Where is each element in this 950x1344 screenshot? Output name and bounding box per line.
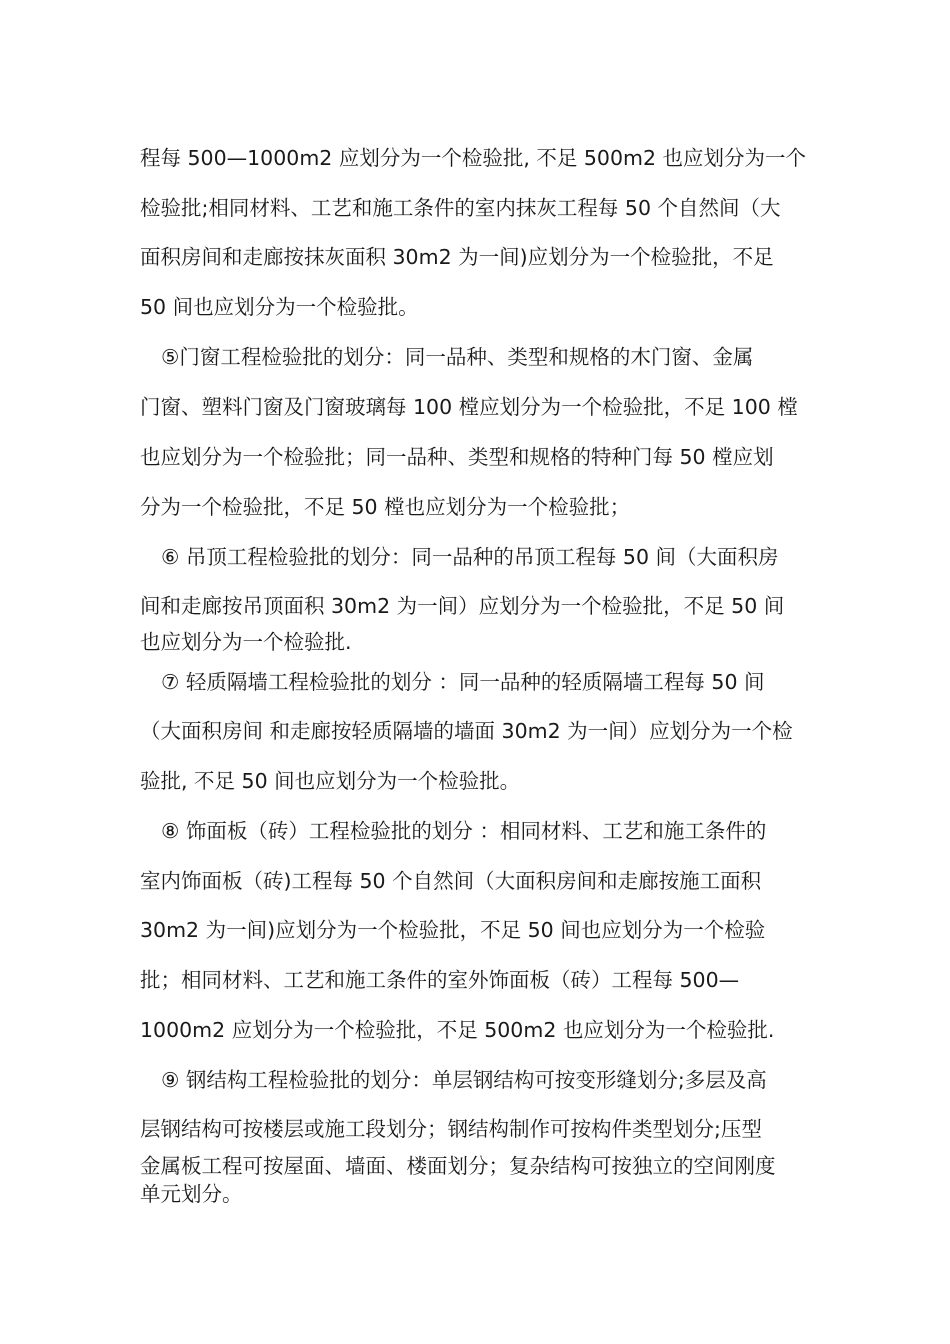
text-line-11: 也应划分为一个检验批. [140,630,352,654]
text-line-1: 程每 500—1000m2 应划分为一个检验批, 不足 500m2 也应划分为一个 [140,146,807,170]
text-line-13: （大面积房间 和走廊按轻质隔墙的墙面 30m2 为一间）应划分为一个检 [140,719,793,743]
text-line-18: 批；相同材料、工艺和施工条件的室外饰面板（砖）工程每 500— [140,968,740,992]
text-line-23: 单元划分。 [140,1182,243,1206]
text-line-22: 金属板工程可按屋面、墙面、楼面划分；复杂结构可按独立的空间刚度 [140,1154,776,1178]
text-line-17: 30m2 为一间)应划分为一个检验批，不足 50 间也应划分为一个检验 [140,918,766,942]
text-line-16: 室内饰面板（砖)工程每 50 个自然间（大面积房间和走廊按施工面积 [140,869,762,893]
text-line-2: 检验批;相同材料、工艺和施工条件的室内抹灰工程每 50 个自然间（大 [140,196,781,220]
item-5-heading-line: ⑤门窗工程检验批的划分：同一品种、类型和规格的木门窗、金属 [161,345,754,369]
text-line-21: 层钢结构可按楼层或施工段划分；钢结构制作可按构件类型划分;压型 [140,1117,762,1141]
text-line-4: 50 间也应划分为一个检验批。 [140,295,419,319]
text-line-19: 1000m2 应划分为一个检验批，不足 500m2 也应划分为一个检验批. [140,1018,775,1042]
text-line-3: 面积房间和走廊按抹灰面积 30m2 为一间)应划分为一个检验批，不足 [140,245,774,269]
text-line-14: 验批, 不足 50 间也应划分为一个检验批。 [140,769,521,793]
text-line-10: 间和走廊按吊顶面积 30m2 为一间）应划分为一个检验批，不足 50 间 [140,594,785,618]
text-line-6: 门窗、塑料门窗及门窗玻璃每 100 樘应划分为一个检验批，不足 100 樘 [140,395,798,419]
text-line-8: 分为一个检验批，不足 50 樘也应划分为一个检验批； [140,495,631,519]
text-line-7: 也应划分为一个检验批；同一品种、类型和规格的特种门每 50 樘应划 [140,445,774,469]
item-9-heading-line: ⑨ 钢结构工程检验批的划分：单层钢结构可按变形缝划分;多层及高 [161,1068,767,1092]
item-8-heading-line: ⑧ 饰面板（砖）工程检验批的划分 ：相同材料、工艺和施工条件的 [161,819,767,843]
item-7-heading-line: ⑦ 轻质隔墙工程检验批的划分 ：同一品种的轻质隔墙工程每 50 间 [161,670,765,694]
item-6-heading-line: ⑥ 吊顶工程检验批的划分：同一品种的吊顶工程每 50 间（大面积房 [161,545,779,569]
